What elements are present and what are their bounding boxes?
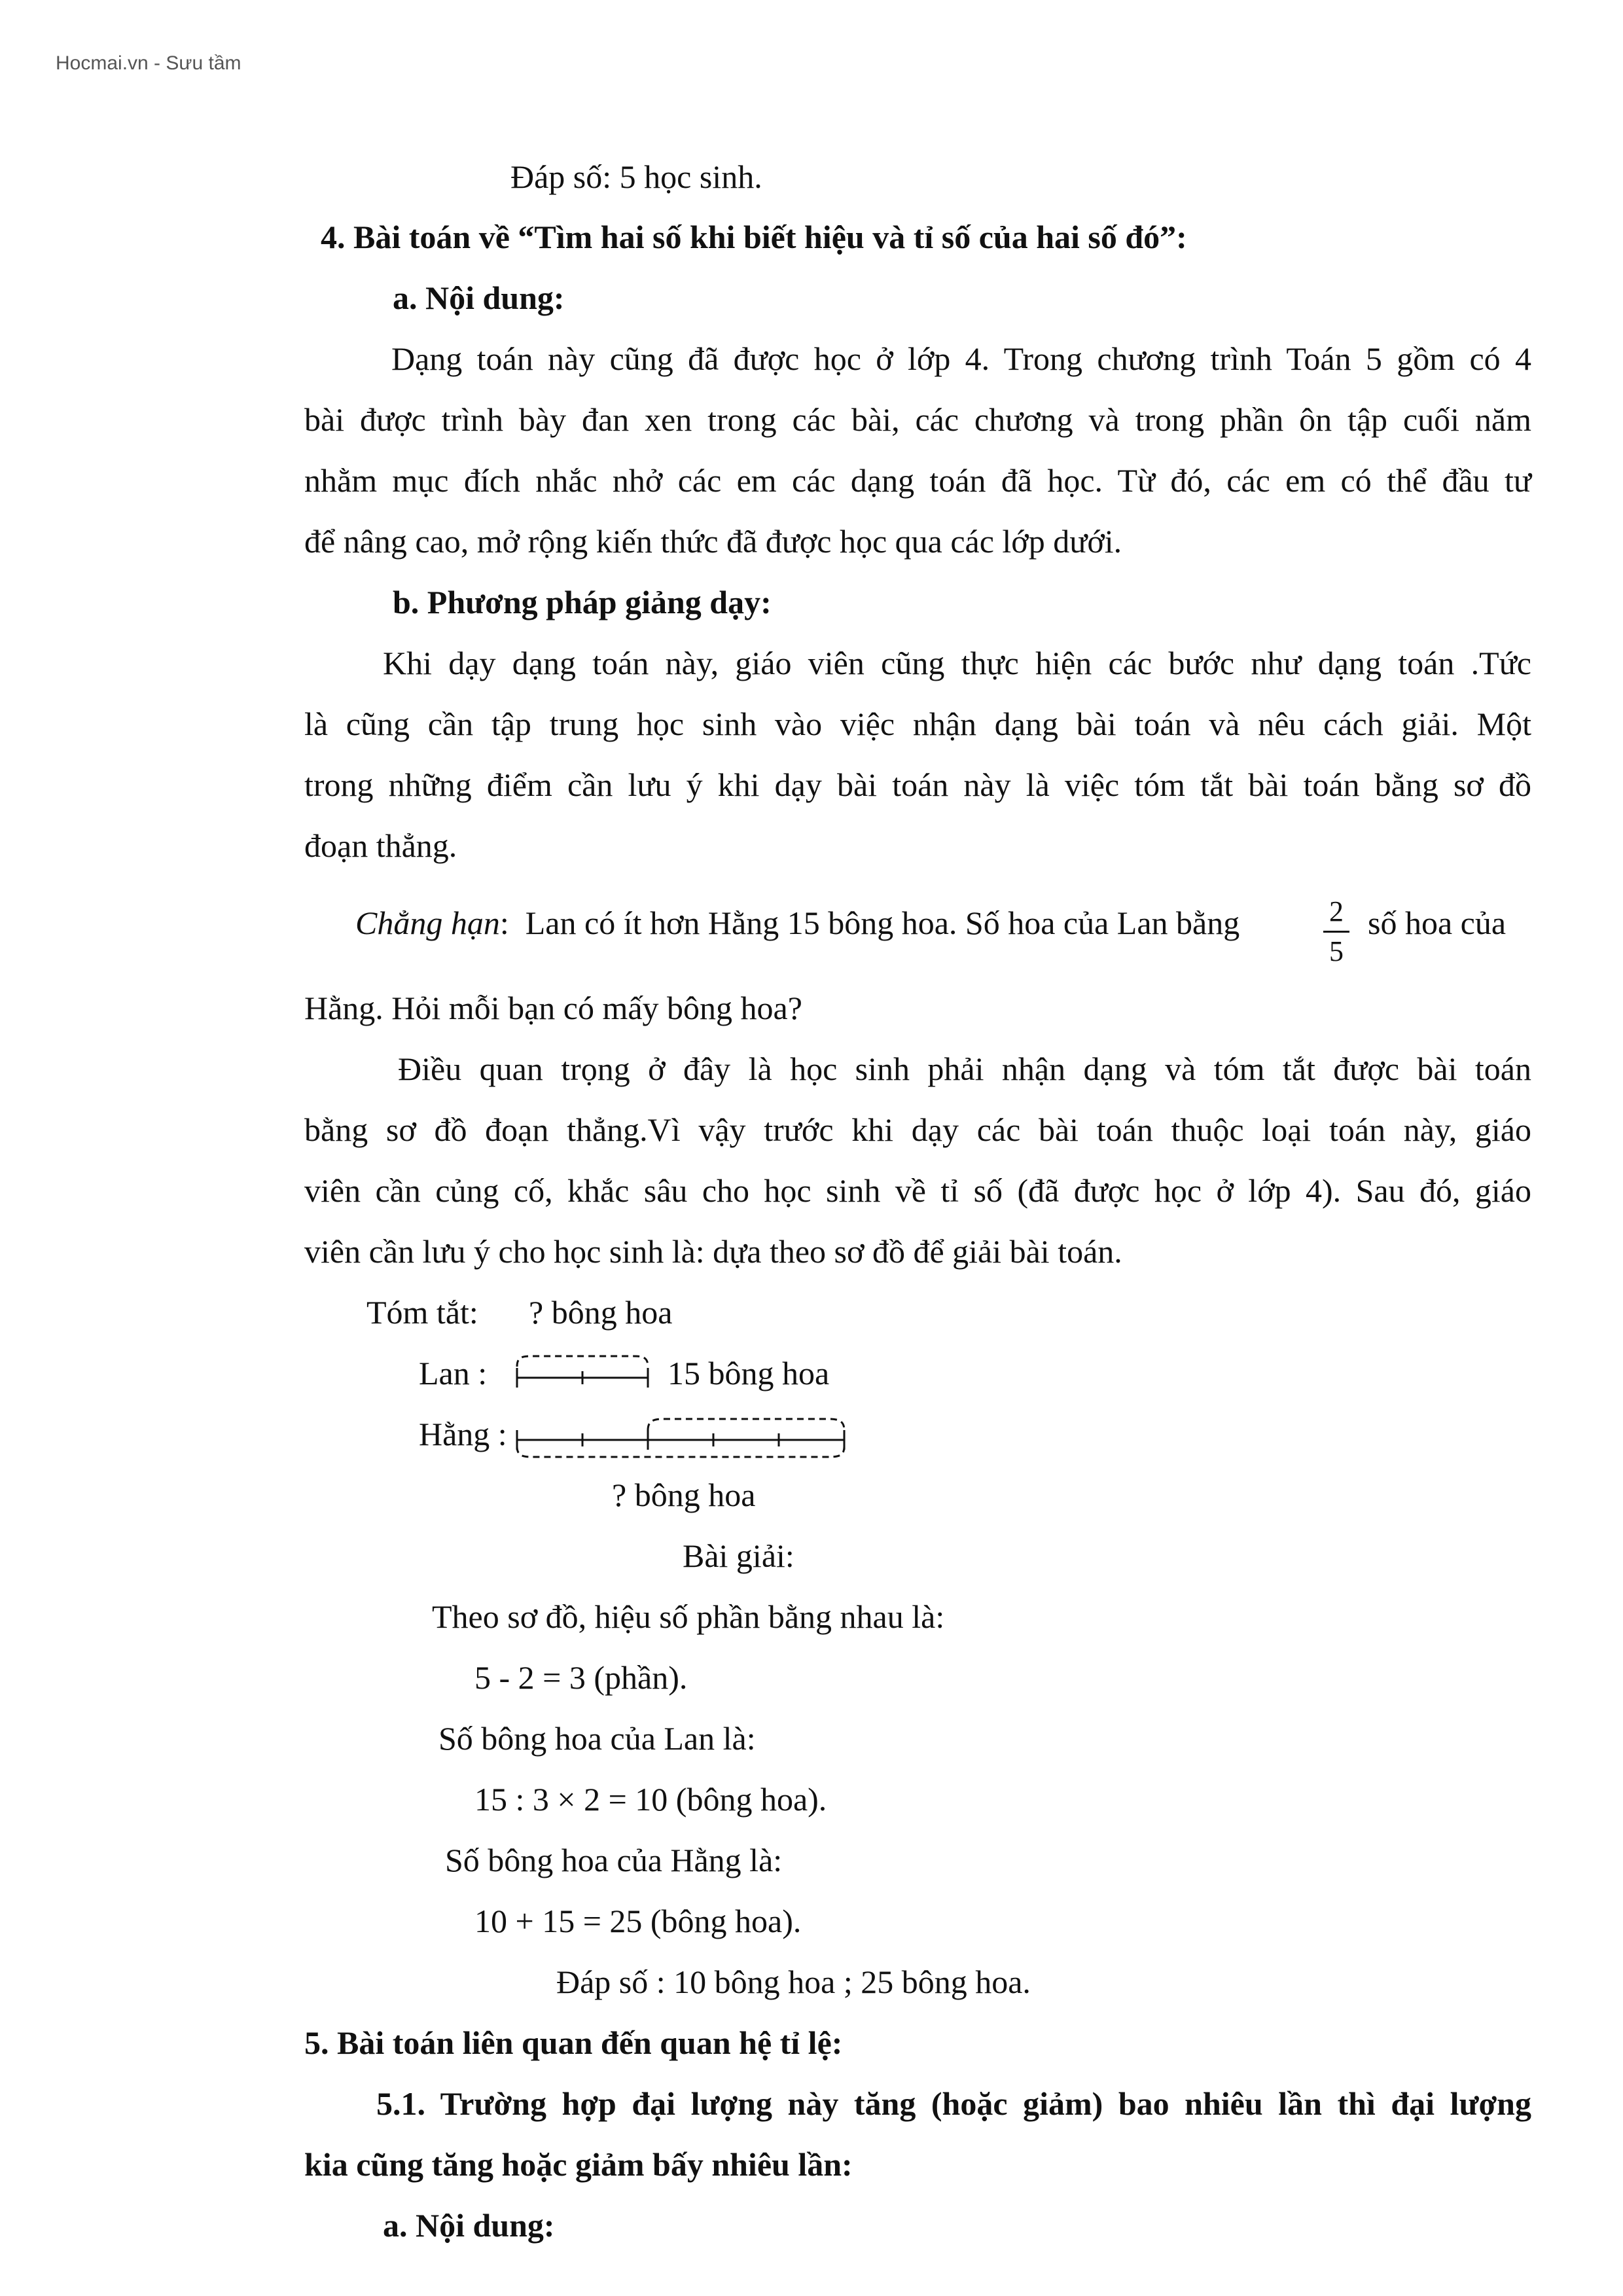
- fraction-denominator: 5: [1329, 935, 1344, 967]
- hang-total-brace: [517, 1446, 844, 1457]
- example-text: Lan có ít hơn Hằng 15 bông hoa. Số hoa của Lan bằng: [525, 905, 1240, 941]
- solution-calc: 15 : 3 × 2 = 10 (bông hoa).: [474, 1781, 827, 1818]
- paragraph-line: viên cần lưu ý cho học sinh là: dựa theo sơ đồ để giải bài toán.: [304, 1233, 1122, 1270]
- section-heading-5-1-cont: kia cũng tăng hoặc giảm bấy nhiêu lần:: [304, 2146, 853, 2183]
- hang-label: Hằng :: [419, 1416, 507, 1452]
- example-line: [355, 903, 1240, 942]
- subheading-content-2: a. Nội dung:: [383, 2207, 555, 2244]
- lan-note: 15 bông hoa: [668, 1355, 830, 1391]
- summary-label: Tóm tắt:: [366, 1294, 478, 1331]
- solution-title: Bài giải:: [683, 1537, 794, 1574]
- paragraph-line: bằng sơ đồ đoạn thẳng.Vì vậy trước khi dạy các bài toán thuộc loại toán này, giáo: [304, 1111, 1531, 1148]
- paragraph-line: Điều quan trọng ở đây là học sinh phải nhận dạng và tóm tắt được bài toán: [398, 1050, 1531, 1087]
- section-heading-5-1: 5.1. Trường hợp đại lượng này tăng (hoặc giảm) bao nhiêu lần thì đại lượng: [376, 2085, 1531, 2122]
- paragraph-line: trong những điểm cần lưu ý khi dạy bài toán này là việc tóm tắt bài toán bằng sơ đồ: [304, 766, 1531, 803]
- section-heading-5: 5. Bài toán liên quan đến quan hệ tỉ lệ:: [304, 2024, 843, 2061]
- paragraph-line: để nâng cao, mở rộng kiến thức đã được học qua các lớp dưới.: [304, 523, 1122, 560]
- paragraph-line: đoạn thẳng.: [304, 827, 457, 864]
- paragraph-line: là cũng cần tập trung học sinh vào việc nhận dạng bài toán và nêu cách giải. Một: [304, 706, 1531, 742]
- fraction-numerator: 2: [1329, 895, 1344, 927]
- example-colon: :: [499, 905, 509, 941]
- watermark: Hocmai.vn - Sưu tầm: [56, 52, 241, 74]
- paragraph-line: Khi dạy dạng toán này, giáo viên cũng thực hiện các bước như dạng toán .Tức: [383, 645, 1531, 681]
- fraction-two-fifths: [1322, 895, 1351, 968]
- paragraph-line: nhằm mục đích nhắc nhở các em các dạng toán đã học. Từ đó, các em có thể đầu tư: [304, 462, 1531, 499]
- paragraph-line: viên cần củng cố, khắc sâu cho học sinh về tỉ số (đã được học ở lớp 4). Sau đó, giáo: [304, 1172, 1531, 1209]
- section-heading-4: 4. Bài toán về “Tìm hai số khi biết hiệu và tỉ số của hai số đó”:: [321, 219, 1187, 255]
- paragraph-line: Dạng toán này cũng đã được học ở lớp 4. Trong chương trình Toán 5 gồm có 4: [391, 340, 1531, 377]
- paragraph-line: bài được trình bày đan xen trong các bài, các chương và trong phần ôn tập cuối năm: [304, 401, 1531, 438]
- segment-diagram: [504, 1348, 851, 1460]
- solution-step: Theo sơ đồ, hiệu số phần bằng nhau là:: [432, 1598, 945, 1635]
- solution-calc: 5 - 2 = 3 (phần).: [474, 1659, 688, 1696]
- lan-label: Lan :: [419, 1355, 488, 1391]
- previous-answer: Đáp số: 5 học sinh.: [510, 158, 762, 195]
- final-answer: Đáp số : 10 bông hoa ; 25 bông hoa.: [556, 1964, 1031, 2000]
- difference-brace: [648, 1419, 844, 1430]
- solution-calc: 10 + 15 = 25 (bông hoa).: [474, 1903, 802, 1939]
- subheading-content: a. Nội dung:: [393, 279, 565, 316]
- example-tail: số hoa của: [1368, 905, 1507, 941]
- summary-question-bottom: ? bông hoa: [612, 1477, 756, 1513]
- solution-step: Số bông hoa của Lan là:: [438, 1720, 756, 1757]
- summary-question-top: ? bông hoa: [529, 1294, 673, 1331]
- example-line-2: Hằng. Hỏi mỗi bạn có mấy bông hoa?: [304, 990, 802, 1026]
- fraction-bar: [1323, 931, 1349, 933]
- solution-step: Số bông hoa của Hằng là:: [445, 1842, 783, 1878]
- example-label: Chẳng hạn: [355, 905, 500, 941]
- lan-question-brace: [517, 1356, 648, 1367]
- subheading-method: b. Phương pháp giảng dạy:: [393, 584, 772, 620]
